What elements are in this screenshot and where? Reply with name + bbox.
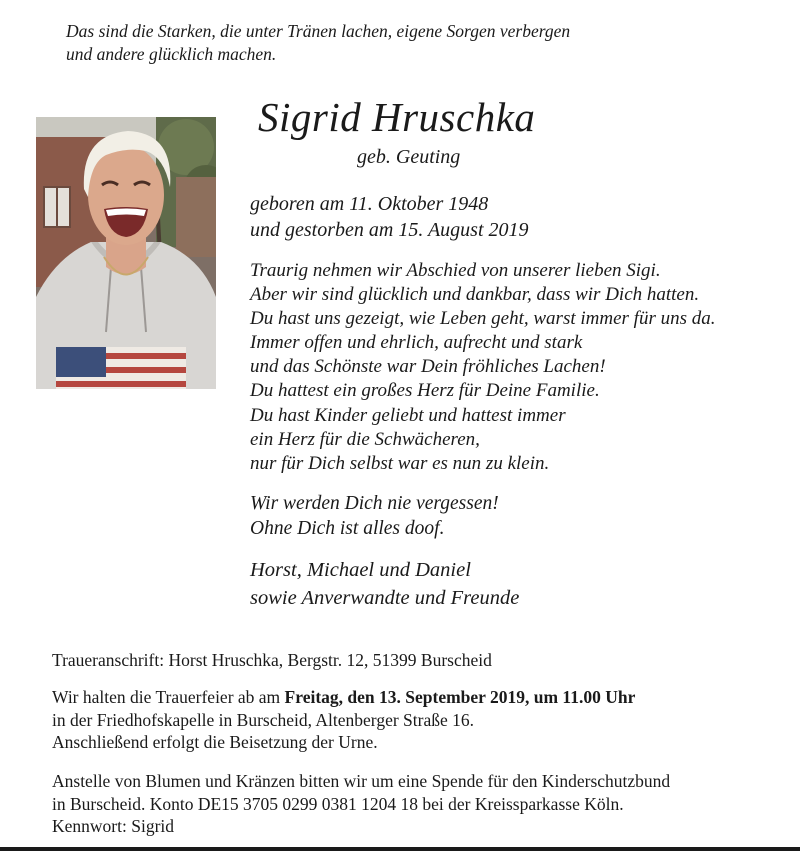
motto-line: und andere glücklich machen. <box>66 44 277 64</box>
mourning-address <box>52 649 492 672</box>
poem-line: Du hast uns gezeigt, wie Leben geht, warst immer für uns da. <box>250 308 716 330</box>
life-dates <box>250 191 529 243</box>
death-date: und gestorben am 15. August 2019 <box>250 219 529 241</box>
ceremony-date-line <box>52 686 635 709</box>
maiden-name: geb. Geuting <box>357 146 461 168</box>
portrait-photo <box>36 117 216 389</box>
motto-line: Das sind die Starken, die unter Tränen lachen, eigene Sorgen verbergen <box>66 21 571 41</box>
burial-note: Anschließend erfolgt die Beisetzung der Urne. <box>52 732 378 752</box>
poem-line: Du hattest ein großes Herz für Deine Familie. <box>250 380 600 402</box>
motto-quote <box>66 20 766 66</box>
poem-line: Traurig nehmen wir Abschied von unserer lieben Sigi. <box>250 260 661 281</box>
poem-line: Immer offen und ehrlich, aufrecht und stark <box>250 332 583 354</box>
deceased-name: Sigrid Hruschka <box>258 94 536 140</box>
funeral-details <box>52 686 635 754</box>
farewell-line: Wir werden Dich nie vergessen! <box>250 493 499 514</box>
birth-date: geboren am 11. Oktober 1948 <box>250 193 489 215</box>
poem-line: nur für Dich selbst war es nun zu klein. <box>250 452 550 474</box>
poem-line: Aber wir sind glücklich und dankbar, dass wir Dich hatten. <box>250 284 700 306</box>
ceremony-location: in der Friedhofskapelle in Burscheid, Altenberger Straße 16. <box>52 709 474 730</box>
ceremony-date: Freitag, den 13. September 2019, um 11.00 Uhr <box>284 687 636 707</box>
mourners-signature <box>250 556 519 612</box>
donation-line: in Burscheid. Konto DE15 3705 0299 0381 1204 18 bei der Kreissparkasse Köln. <box>52 793 624 814</box>
poem-line: Du hast Kinder geliebt und hattest immer <box>250 404 566 426</box>
farewell-line: Ohne Dich ist alles doof. <box>250 518 445 539</box>
address-line: Traueranschrift: Horst Hruschka, Bergstr. 12, 51399 Burscheid <box>52 650 492 670</box>
farewell-lines <box>250 491 499 541</box>
donation-line: Anstelle von Blumen und Kränzen bitten wir um eine Spende für den Kinderschutzbund <box>52 771 671 791</box>
signer-line: Horst, Michael und Daniel <box>250 559 471 581</box>
poem-line: und das Schönste war Dein fröhliches Lachen! <box>250 356 606 378</box>
poem-line: ein Herz für die Schwächeren, <box>250 428 480 450</box>
donation-line: Kennwort: Sigrid <box>52 816 175 836</box>
signer-line: sowie Anverwandte und Freunde <box>250 587 520 609</box>
donation-request <box>52 770 670 838</box>
ceremony-intro: Wir halten die Trauerfeier ab am <box>52 687 285 707</box>
memorial-poem <box>250 259 716 476</box>
